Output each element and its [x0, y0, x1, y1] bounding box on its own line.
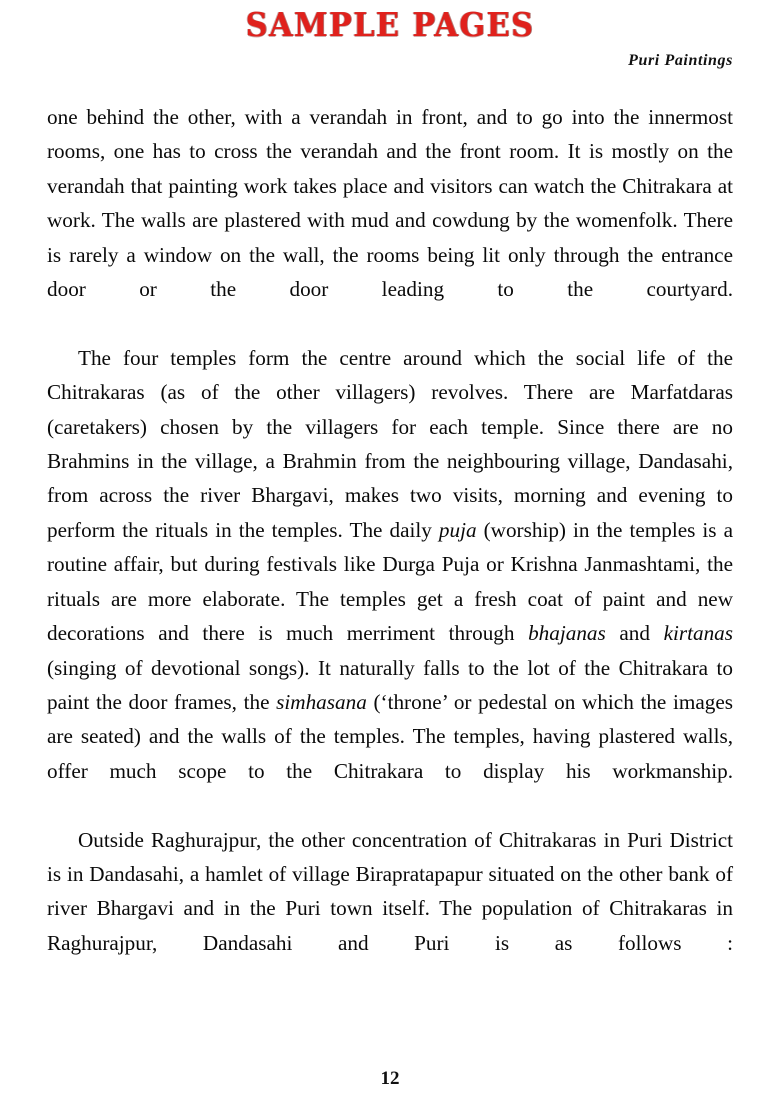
italic-term: bhajanas — [528, 621, 606, 646]
italic-term: simhasana — [276, 689, 367, 714]
paragraph: The four temples form the centre around which the social life of the Chitrakaras (as of the other villagers) revolves. There are Marfatdaras (caretakers) chosen by the villagers for each temple. Since there are no Brahmins in the village, a Brahmin from the neighbouring village, Dandasahi, from across the river Bhargavi, makes two visits, morning and evening to perform the rituals in the temples. The daily puja (worship) in the temples is a routine affair, but during festivals like Durga Puja or Krishna Janmashtami, the rituals are more elaborate. The temples get a fresh coat of paint and new decorations and there is much merriment through bhajanas and kirtanas (singing of devotional songs). It naturally falls to the lot of the Chitrakara to paint the door frames, the simhasana (‘throne’ or pedestal on which the images are seated) and the walls of the temples. The temples, having plastered walls, offer much scope to the Chitrakara to display his workmanship. — [47, 345, 734, 783]
paragraph: one behind the other, with a verandah in front, and to go into the innermost rooms, one has to cross the verandah and the front room. It is mostly on the verandah that painting work takes place and visitors can watch the Chitrakara at work. The walls are plastered with mud and cowdung by the womenfolk. There is rarely a window on the wall, the rooms being lit only through the entrance door or the door leading to the courtyard. — [47, 105, 733, 302]
paragraph: Outside Raghurajpur, the other concentration of Chitrakaras in Puri District is in Dandasahi, a hamlet of village Birapratapapur situated on the other bank of river Bhargavi and in the Puri town itself. The population of Chitrakaras in Raghurajpur, Dandasahi and Puri is as follows : — [47, 827, 733, 955]
italic-term: kirtanas — [663, 621, 734, 646]
sample-pages-watermark: SAMPLE PAGES — [245, 5, 535, 44]
page-number: 12 — [380, 1068, 400, 1089]
body-text-column — [47, 100, 733, 995]
running-head-title: Puri Paintings — [628, 52, 733, 69]
italic-term: puja — [438, 517, 477, 542]
